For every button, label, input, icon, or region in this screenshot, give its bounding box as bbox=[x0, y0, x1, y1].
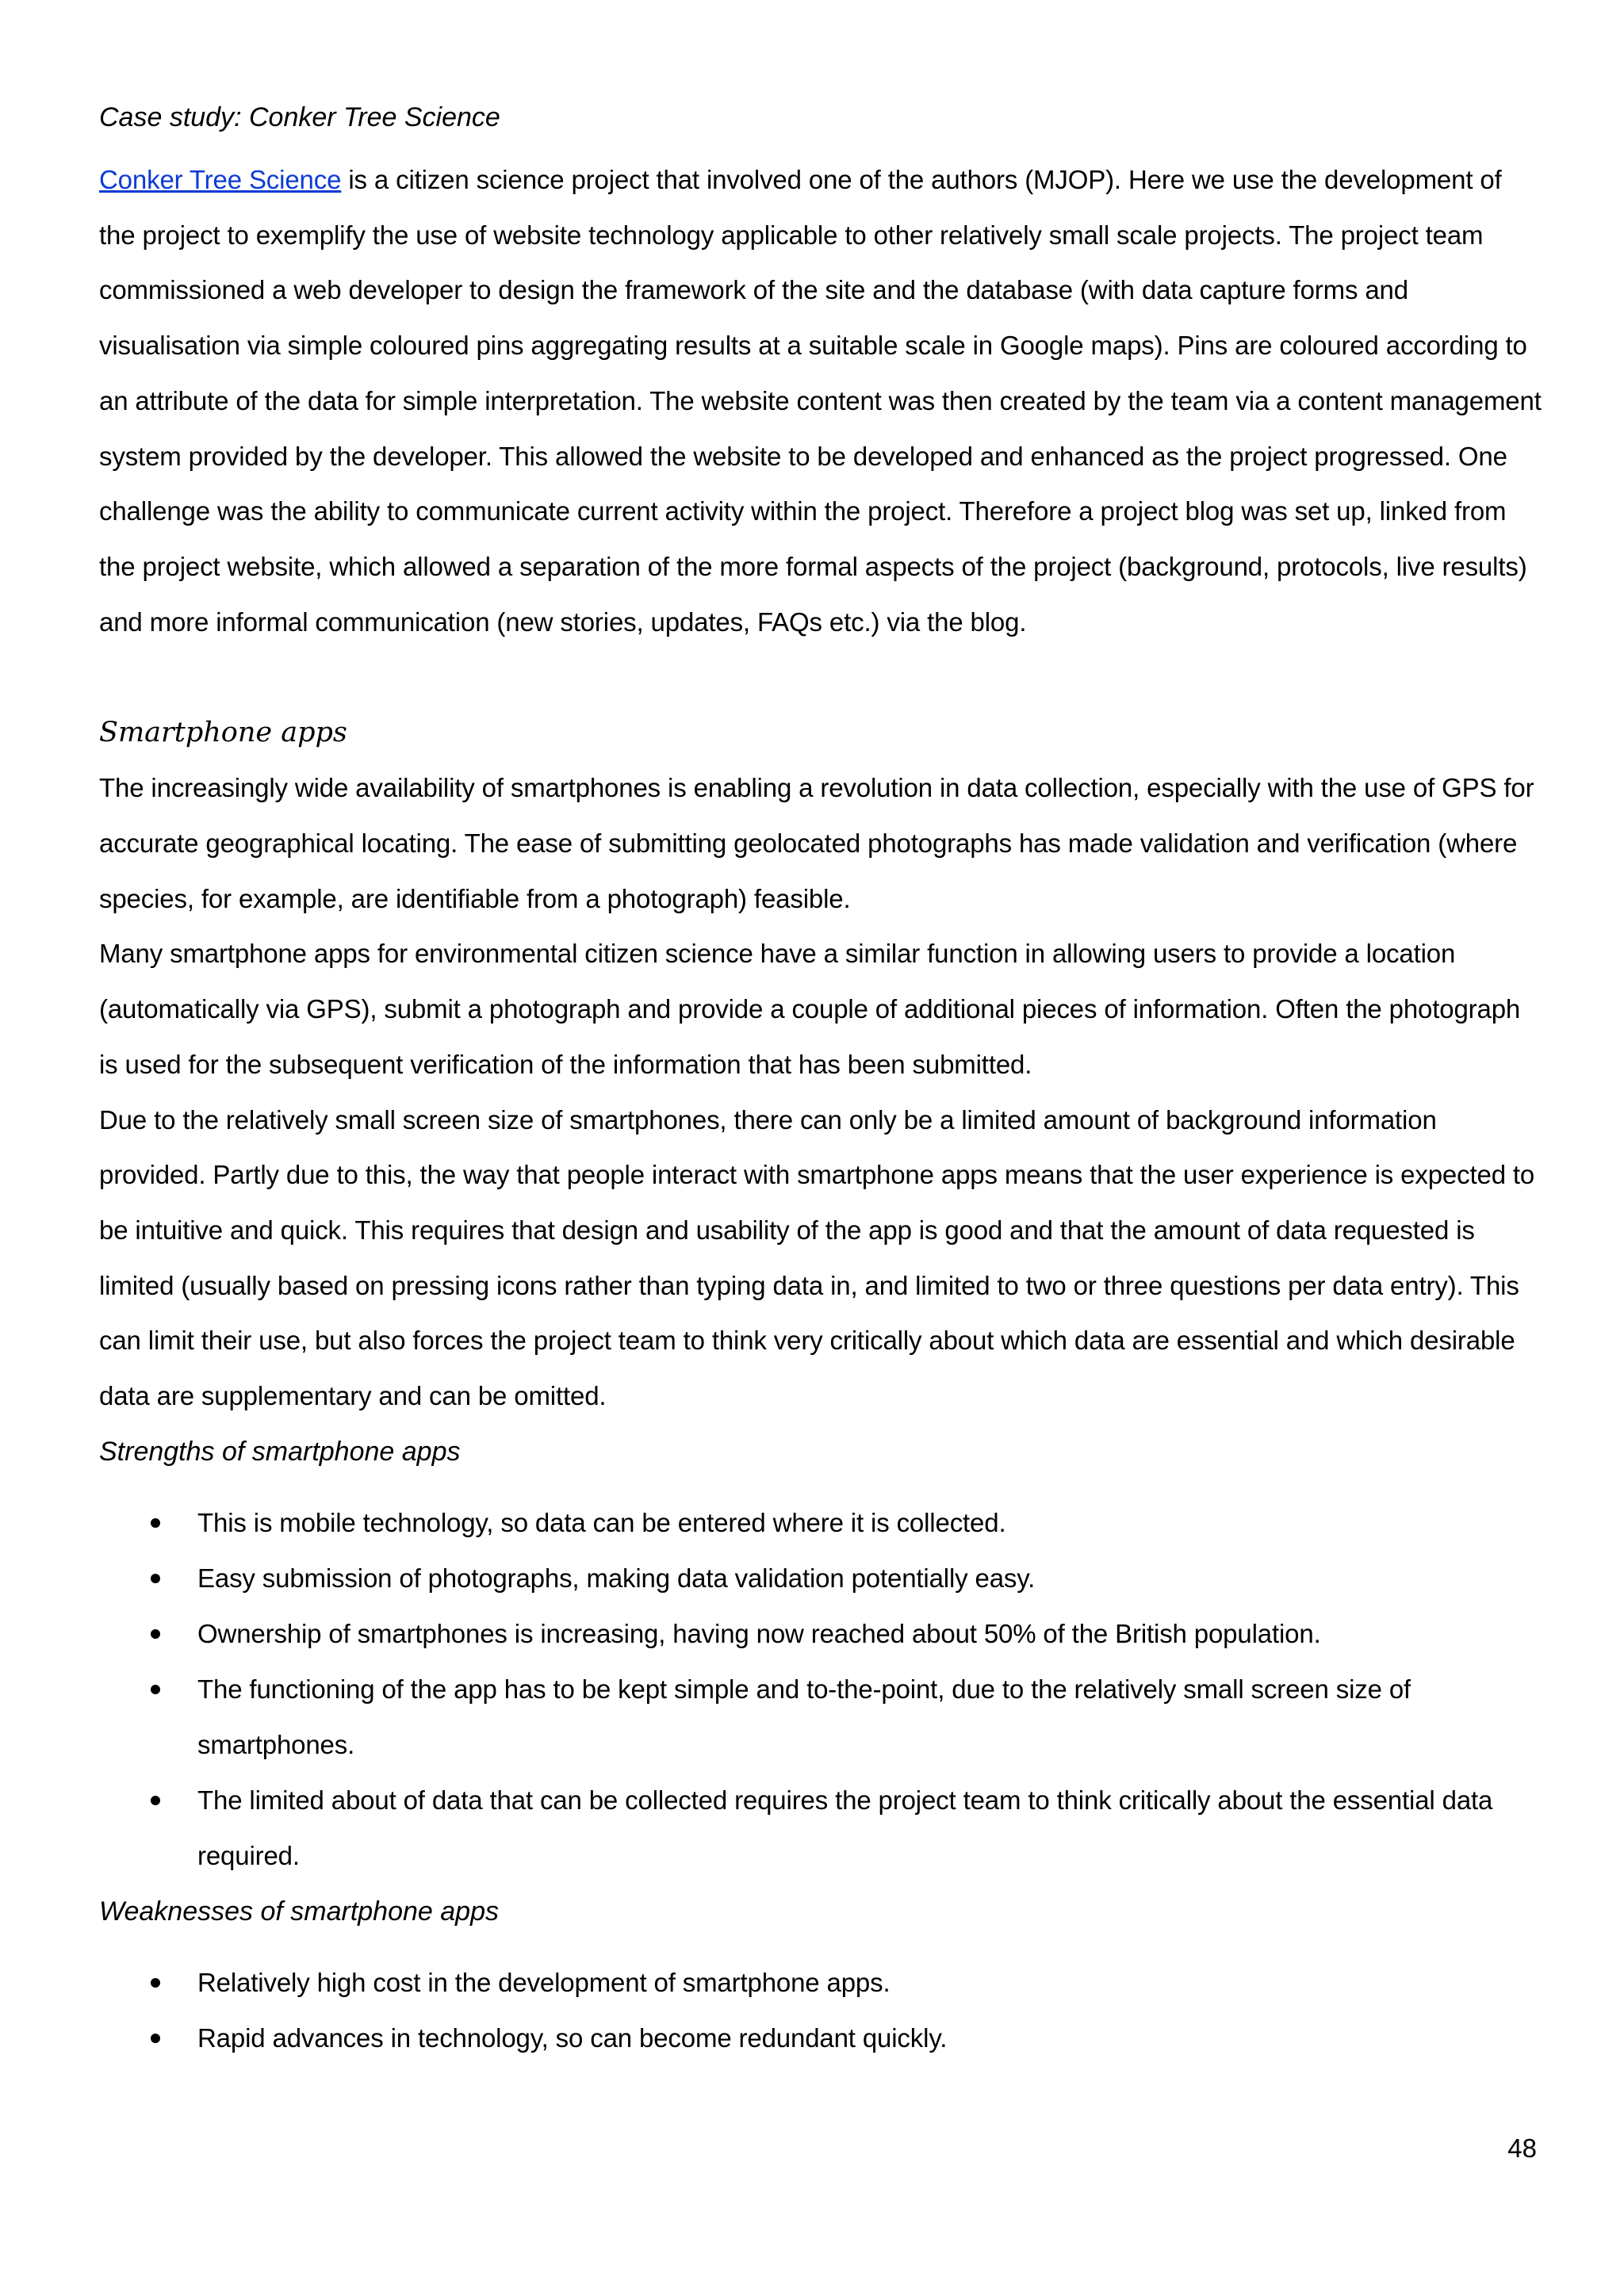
bullet-icon bbox=[151, 1978, 160, 1988]
list-item-text: The limited about of data that can be collected requires the project team to think critically about the essential data required. bbox=[197, 1785, 1493, 1870]
list-item bbox=[99, 1551, 1542, 1606]
list-item bbox=[99, 1606, 1542, 1662]
list-item bbox=[99, 1773, 1542, 1884]
page-number: 48 bbox=[1507, 2133, 1537, 2163]
bullet-icon bbox=[151, 2034, 160, 2043]
list-item-text: The functioning of the app has to be kept simple and to-the-point, due to the relatively small screen size of smartphones. bbox=[197, 1674, 1411, 1759]
conker-tree-science-link[interactable]: Conker Tree Science bbox=[99, 165, 342, 194]
list-item bbox=[99, 1955, 1542, 2011]
list-item-text: Ownership of smartphones is increasing, having now reached about 50% of the British population. bbox=[197, 1618, 1321, 1648]
list-item bbox=[99, 2011, 1542, 2066]
strengths-heading: Strengths of smartphone apps bbox=[99, 1436, 461, 1467]
list-item-text: Easy submission of photographs, making data validation potentially easy. bbox=[197, 1563, 1036, 1593]
bullet-icon bbox=[151, 1518, 160, 1528]
bullet-icon bbox=[151, 1574, 160, 1583]
list-item bbox=[99, 1495, 1542, 1551]
smartphone-paragraph-3: Due to the relatively small screen size of smartphones, there can only be a limited amount of background information provided. Partly due to this, the way that people interact with smartphone apps means that the user experience is expected to be intuitive and quick. This requires that design and usability of the app is good and that the amount of data requested is limited (usually based on pressing icons rather than typing data in, and limited to two or three questions per data entry). This can limit their use, but also forces the project team to think very critically about which data are essential and which desirable data are supplementary and can be omitted. bbox=[99, 1104, 1535, 1411]
document-page bbox=[99, 0, 1542, 2296]
list-item-text: Relatively high cost in the development of smartphone apps. bbox=[197, 1967, 891, 1997]
strengths-list bbox=[99, 1495, 1542, 1884]
bullet-icon bbox=[151, 1796, 160, 1805]
weaknesses-list bbox=[99, 1955, 1542, 2066]
list-item-text: This is mobile technology, so data can be entered where it is collected. bbox=[197, 1507, 1006, 1537]
list-item-text: Rapid advances in technology, so can become redundant quickly. bbox=[197, 2022, 948, 2053]
weaknesses-heading: Weaknesses of smartphone apps bbox=[99, 1896, 499, 1927]
list-item bbox=[99, 1662, 1542, 1773]
smartphone-paragraph-2: Many smartphone apps for environmental citizen science have a similar function in allowing users to provide a location (automatically via GPS), submit a photograph and provide a couple of additional pieces of information. Often the photograph is used for the subsequent verification of the information that has been submitted. bbox=[99, 939, 1521, 1079]
smartphone-paragraph-1: The increasingly wide availability of smartphones is enabling a revolution in data collection, especially with the use of GPS for accurate geographical locating. The ease of submitting geolocated photographs has made validation and verification (where species, for example, are identifiable from a photograph) feasible. bbox=[99, 773, 1534, 913]
bullet-icon bbox=[151, 1685, 160, 1694]
smartphone-apps-heading: Smartphone apps bbox=[99, 717, 347, 749]
bullet-icon bbox=[151, 1629, 160, 1639]
case-study-paragraph-text: is a citizen science project that involved one of the authors (MJOP). Here we use the development of the project to exemplify the use of website technology applicable to other relatively small scale projects. The project team commissioned a web developer to design the framework of the site and the database (with data capture forms and visualisation via simple coloured pins aggregating results at a suitable scale in Google maps). Pins are coloured according to an attribute of the data for simple interpretation. The website content was then created by the team via a content management system provided by the developer. This allowed the website to be developed and enhanced as the project progressed. One challenge was the ability to communicate current activity within the project. Therefore a project blog was set up, linked from the project website, which allowed a separation of the more formal aspects of the project (background, protocols, live results) and more informal communication (new stories, updates, FAQs etc.) via the blog. bbox=[99, 165, 1542, 637]
case-study-paragraph bbox=[99, 152, 1542, 649]
case-study-heading: Case study: Conker Tree Science bbox=[99, 102, 500, 132]
